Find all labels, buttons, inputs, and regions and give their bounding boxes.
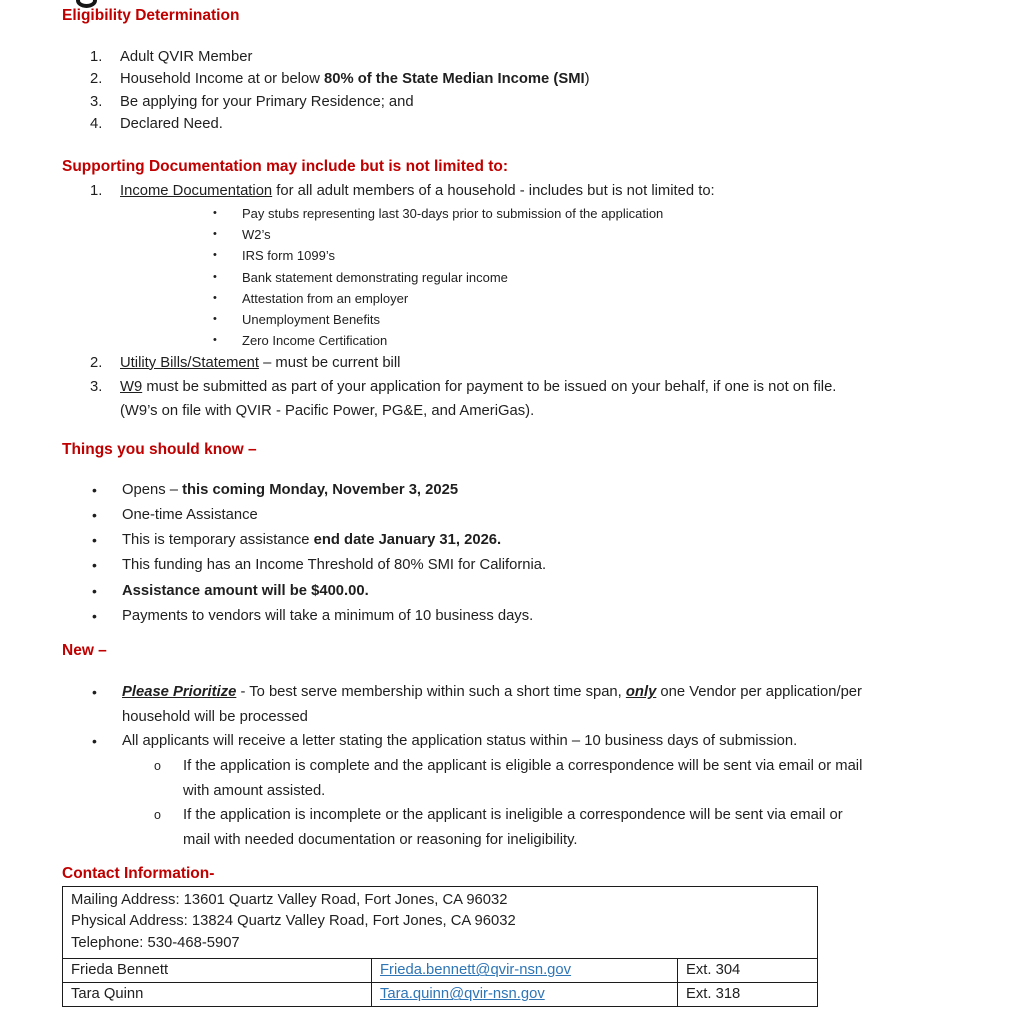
list-item: [92, 553, 1004, 578]
list-item-text: Pay stubs representing last 30-days prior to submission of the application: [242, 205, 664, 221]
section-heading-supporting-documentation: Supporting Documentation may include but is not limited to:: [62, 157, 509, 175]
bullet-marker: •: [213, 206, 217, 219]
list-item-text: Zero Income Certification: [242, 333, 388, 349]
list-item-text: [122, 680, 1004, 729]
list-item-text: This is temporary assistance end date January 31, 2026.: [122, 532, 502, 549]
contact-row: [63, 959, 818, 983]
w9-line-2: (W9’s on file with QVIR - Pacific Power, PG&E, and AmeriGas).: [120, 402, 535, 419]
physical-address: Physical Address: 13824 Quartz Valley Road, Fort Jones, CA 96032: [71, 913, 516, 930]
list-item-text: Household Income at or below 80% of the State Median Income (SMI): [120, 71, 590, 88]
list-item: [213, 309, 1004, 330]
list-item: [213, 203, 1004, 224]
contact-name: Tara Quinn: [63, 983, 372, 1007]
list-item: [213, 288, 1004, 309]
complete-line-2: with amount assisted.: [183, 782, 326, 799]
list-item: [154, 803, 1004, 852]
list-number: 2.: [90, 71, 103, 88]
list-item-text: Attestation from an employer: [242, 290, 409, 306]
list-item: [92, 680, 1004, 729]
section-heading-eligibility: Eligibility Determination: [62, 7, 240, 24]
list-item: [213, 330, 1004, 351]
list-item: [213, 245, 1004, 266]
complete-line-1: If the application is complete and the applicant is eligible a correspondence will be sent via email or mail: [183, 758, 863, 775]
list-item: [90, 375, 1004, 423]
section-heading-things-to-know: Things you should know –: [62, 440, 257, 458]
list-item-text: Income Documentation for all adult members of a household - includes but is not limited to:: [120, 182, 715, 199]
list-item: [90, 46, 1004, 68]
bullet-marker: •: [213, 249, 217, 262]
bullet-marker: •: [92, 607, 97, 624]
contact-address-row: [63, 886, 818, 959]
things-to-know-list: [92, 478, 1004, 629]
list-item-text: One-time Assistance: [122, 506, 258, 523]
incomplete-line-2: mail with needed documentation or reasoning for ineligibility.: [183, 832, 578, 849]
list-item: [92, 478, 1004, 503]
list-item: [213, 224, 1004, 245]
bullet-marker: •: [213, 291, 217, 304]
list-item-text: Payments to vendors will take a minimum of 10 business days.: [122, 607, 534, 624]
list-item-text: Bank statement demonstrating regular income: [242, 269, 508, 285]
list-item: [92, 503, 1004, 528]
circle-marker: o: [154, 808, 161, 823]
list-item-text: [120, 375, 1004, 423]
prioritize-line-2: household will be processed: [122, 708, 308, 725]
list-number: 1.: [90, 182, 103, 199]
circle-marker: o: [154, 759, 161, 774]
bullet-marker: •: [213, 227, 217, 240]
bullet-marker: •: [92, 683, 97, 700]
section-heading-contact-information: Contact Information-: [62, 864, 215, 882]
eligibility-list: [90, 46, 1004, 136]
contact-name: Frieda Bennett: [63, 959, 372, 983]
list-item-text: Assistance amount will be $400.00.: [122, 582, 369, 599]
contact-extension: Ext. 318: [678, 983, 818, 1007]
list-item: [92, 528, 1004, 553]
bullet-marker: •: [92, 582, 97, 599]
list-item: [90, 352, 1004, 375]
list-item: [92, 579, 1004, 604]
list-item-text: IRS form 1099’s: [242, 248, 335, 264]
w9-line-1: W9 must be submitted as part of your application for payment to be issued on your behalf, if one is not on file.: [120, 378, 837, 395]
bullet-marker: •: [92, 557, 97, 574]
list-item-text: Declared Need.: [120, 116, 223, 133]
telephone-number: Telephone: 530-468-5907: [71, 934, 240, 951]
prioritize-line-1: Please Prioritize - To best serve membership within such a short time span, only one Vendor per application/per: [122, 683, 862, 700]
incomplete-line-1: If the application is incomplete or the applicant is ineligible a correspondence will be sent via email or: [183, 807, 843, 824]
list-item-text: This funding has an Income Threshold of 80% SMI for California.: [122, 557, 547, 574]
contact-table: [62, 886, 818, 1008]
list-item-text: W2’s: [242, 226, 271, 242]
list-item: [90, 68, 1004, 90]
list-number: 3.: [90, 378, 103, 395]
contact-row: [63, 983, 818, 1007]
bullet-marker: •: [92, 481, 97, 498]
list-item: [90, 91, 1004, 113]
supporting-documentation-list: [90, 180, 1004, 423]
list-item: [90, 113, 1004, 135]
list-item: [154, 754, 1004, 803]
contact-email-cell: [372, 983, 678, 1007]
contact-email-cell: [372, 959, 678, 983]
new-section-list: [92, 680, 1004, 853]
list-item-text: [183, 754, 1004, 803]
income-documentation-sublist: [213, 203, 1004, 352]
list-number: 1.: [90, 49, 103, 65]
bullet-marker: •: [213, 313, 217, 326]
bullet-marker: •: [92, 532, 97, 549]
email-link[interactable]: Frieda.bennett@qvir-nsn.gov: [380, 962, 572, 979]
bullet-marker: •: [213, 270, 217, 283]
list-item: [213, 267, 1004, 288]
contact-address-cell: [63, 886, 818, 959]
list-item-text: Be applying for your Primary Residence; and: [120, 93, 414, 110]
section-heading-new: New –: [62, 641, 107, 659]
list-item: [92, 729, 1004, 754]
list-item-text: Opens – this coming Monday, November 3, 2025: [122, 481, 459, 498]
list-item-text: All applicants will receive a letter stating the application status within – 10 business days of submission.: [122, 733, 798, 750]
application-status-sublist: [154, 754, 1004, 853]
list-item-text: Unemployment Benefits: [242, 312, 381, 328]
list-item: [90, 180, 1004, 203]
list-item-text: Adult QVIR Member: [120, 49, 253, 65]
list-item: [92, 604, 1004, 629]
list-item-text: [183, 803, 1004, 852]
list-number: 2.: [90, 354, 103, 371]
list-number: 4.: [90, 116, 103, 133]
list-item-text: Utility Bills/Statement – must be current bill: [120, 354, 401, 371]
bullet-marker: •: [92, 733, 97, 750]
contact-extension: Ext. 304: [678, 959, 818, 983]
list-number: 3.: [90, 93, 103, 110]
mailing-address: Mailing Address: 13601 Quartz Valley Road, Fort Jones, CA 96032: [71, 891, 508, 908]
bullet-marker: •: [213, 334, 217, 347]
bullet-marker: •: [92, 506, 97, 523]
email-link[interactable]: Tara.quinn@qvir-nsn.gov: [380, 986, 545, 1003]
